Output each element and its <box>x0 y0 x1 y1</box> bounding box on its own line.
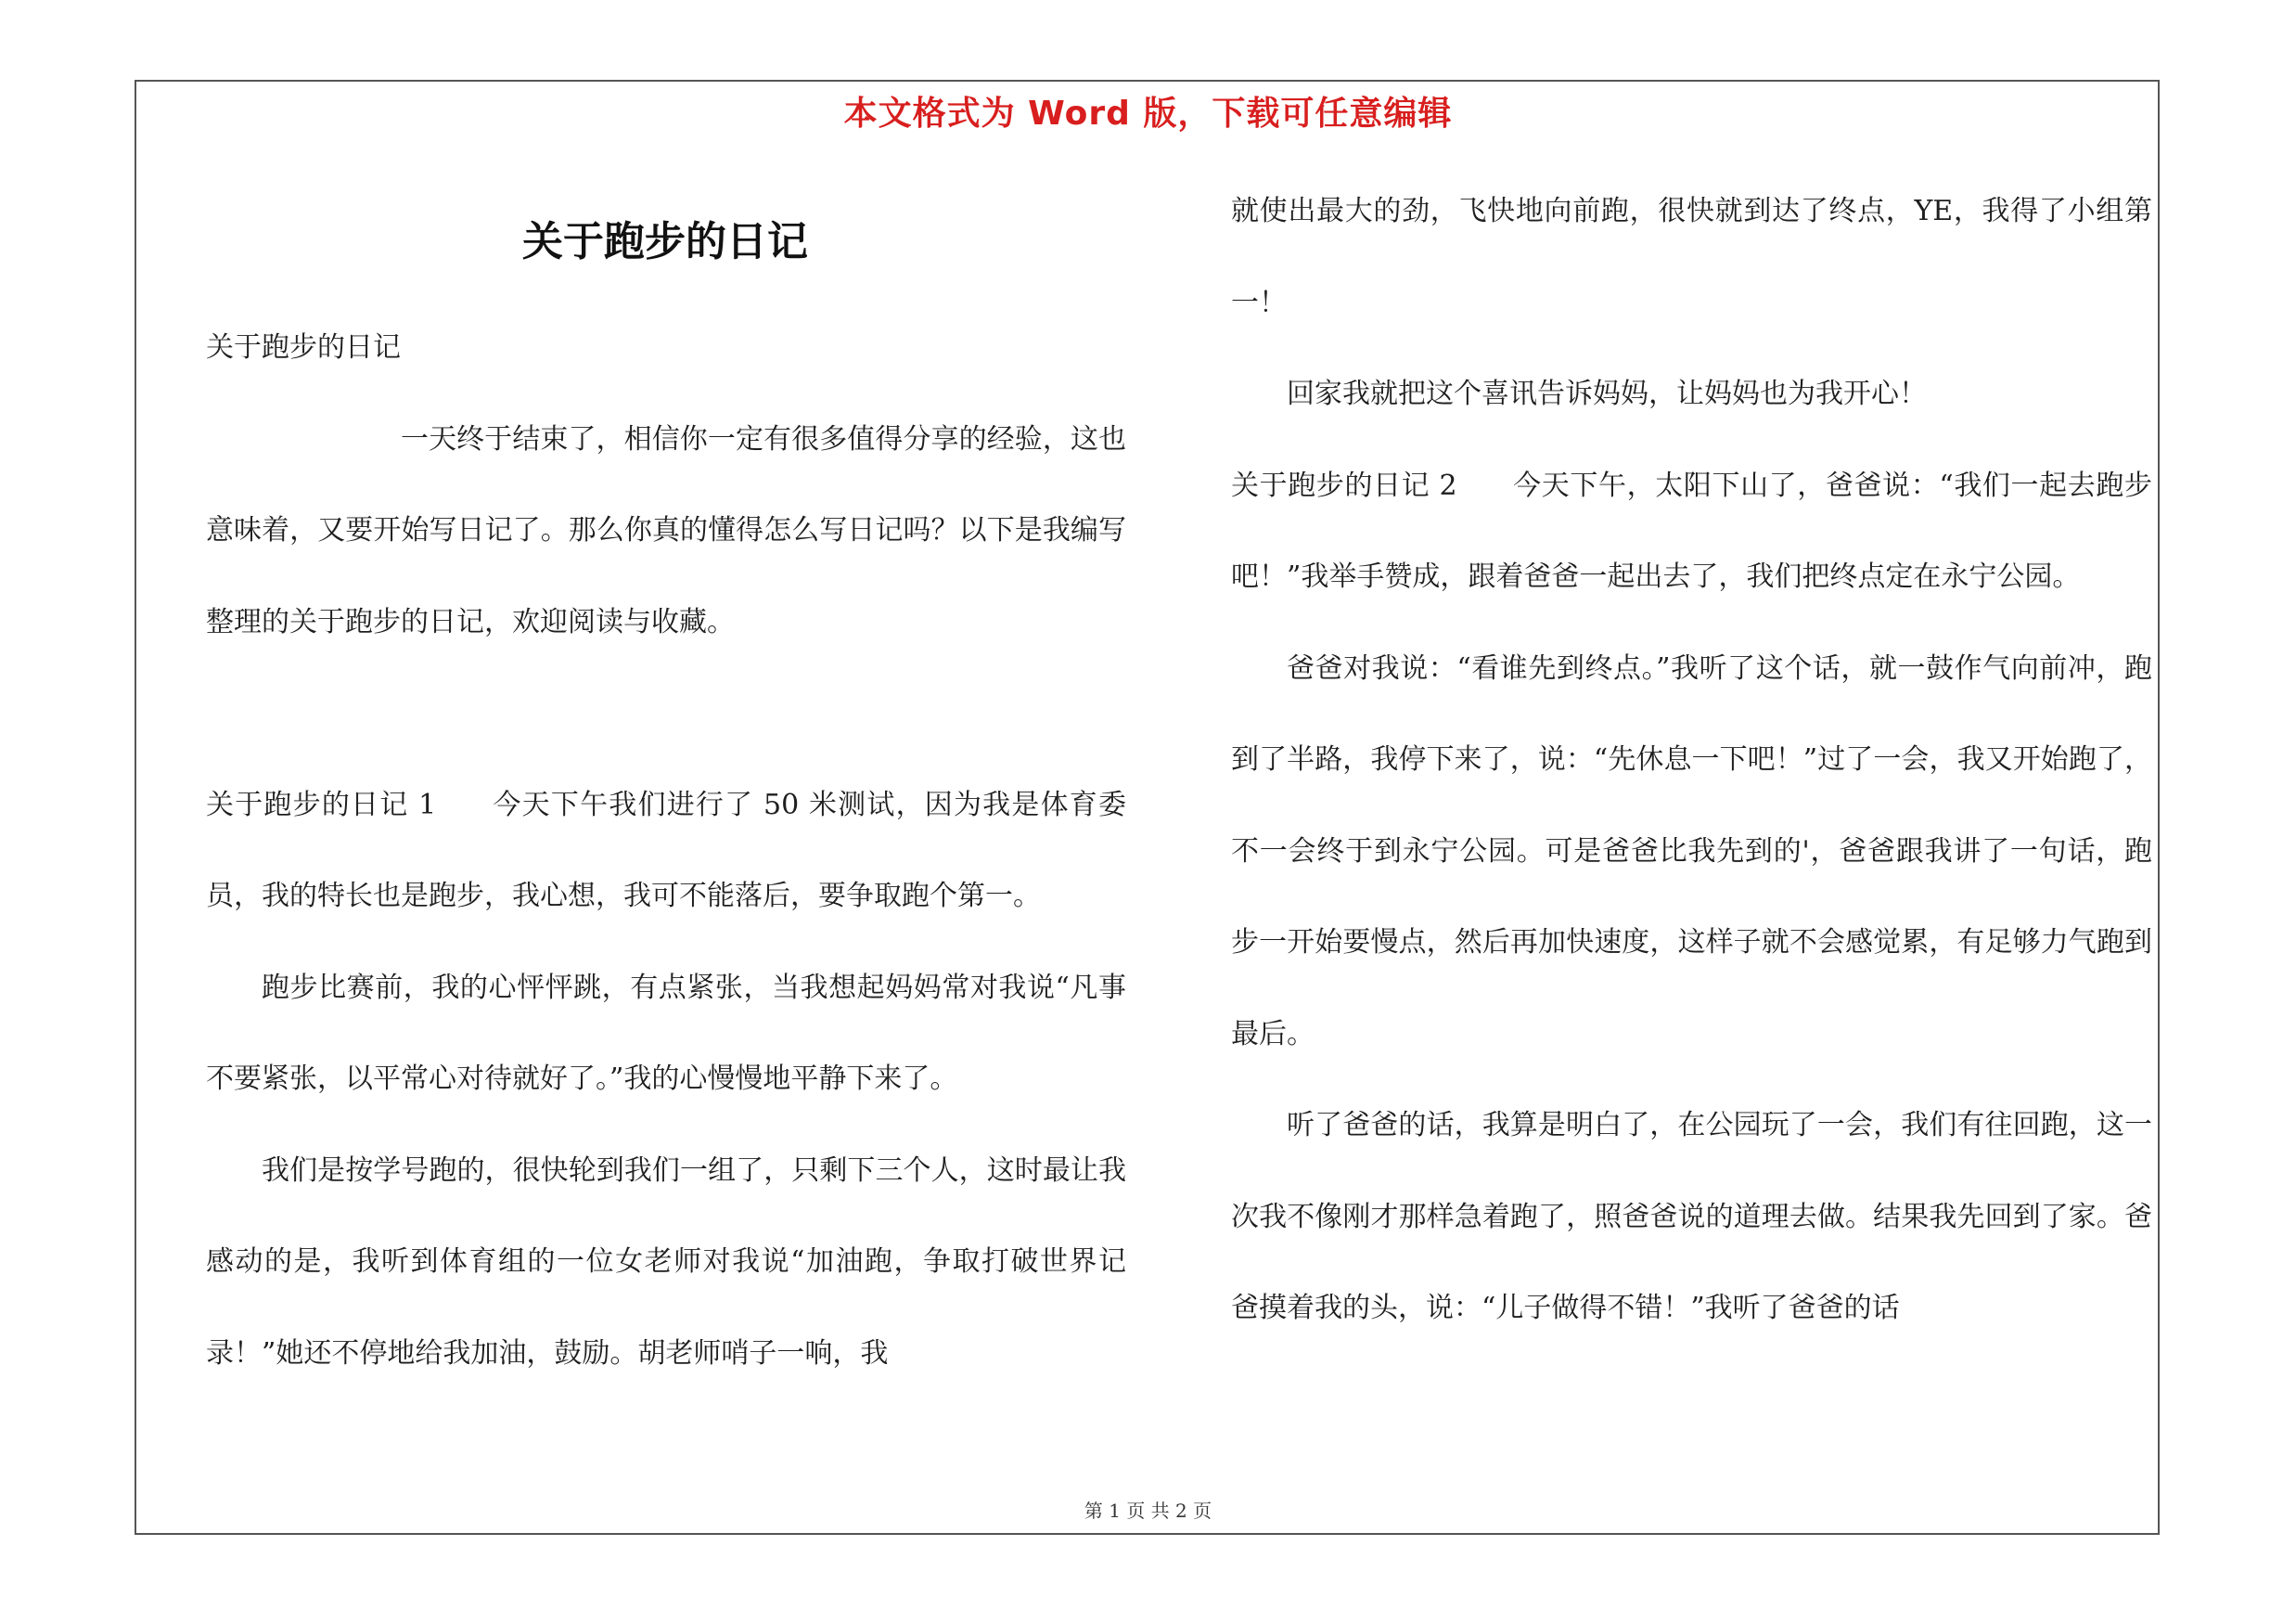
entry2-paragraph-3: 听了爸爸的话，我算是明白了，在公园玩了一会，我们有往回跑，这一次我不像刚才那样急着跑了，照爸爸说的道理去做。结果我先回到了家。爸爸摸着我的头，说：“儿子做得不错！”我听了爸爸的话 <box>1231 1109 2152 1324</box>
entry1-paragraph-3: 我们是按学号跑的，很快轮到我们一组了，只剩下三个人，这时最让我感动的是，我听到体育组的一位女老师对我说“加油跑，争取打破世界记录！”她还不停地给我加油，鼓励。胡老师哨子一响，我 <box>206 1153 1126 1370</box>
entry2-spacer <box>1457 470 1513 502</box>
entry2-heading: 关于跑步的日记 2 <box>1231 469 1457 502</box>
entry1-paragraph-1 <box>206 760 1126 943</box>
spacer <box>206 668 1126 760</box>
intro-paragraph: 一天终于结束了，相信你一定有很多值得分享的经验，这也意味着，又要开始写日记了。那么你真的懂得怎么写日记吗？以下是我编写整理的关于跑步的日记，欢迎阅读与收藏。 <box>206 422 1126 638</box>
page-footer: 第 1 页 共 2 页 <box>1084 1500 1212 1522</box>
subtitle: 关于跑步的日记 <box>206 331 401 364</box>
continued-paragraph: 就使出最大的劲，飞快地向前跑，很快就到达了终点，YE，我得了小组第一！ <box>1231 195 2152 319</box>
entry2-text-1: 今天下午，太阳下山了，爸爸说：“我们一起去跑步吧！”我举手赞成，跟着爸爸一起出去了，我们把终点定在永宁公园。 <box>1231 469 2153 593</box>
entry1-heading: 关于跑步的日记 1 <box>206 788 437 821</box>
home-paragraph: 回家我就把这个喜讯告诉妈妈，让妈妈也为我开心！ <box>1287 378 1927 410</box>
right-column <box>1231 166 2152 1355</box>
format-banner: 本文格式为 Word 版，下载可任意编辑 <box>843 95 1453 133</box>
entry1-text-1: 今天下午我们进行了 50 米测试，因为我是体育委员，我的特长也是跑步，我心想，我可不能落后，要争取跑个第一。 <box>206 788 1127 912</box>
entry1-paragraph-2: 跑步比赛前，我的心怦怦跳，有点紧张，当我想起妈妈常对我说“凡事不要紧张，以平常心对待就好了。”我的心慢慢地平静下来了。 <box>206 971 1126 1095</box>
entry2-paragraph-1 <box>1231 441 2152 624</box>
document-title: 关于跑步的日记 <box>522 218 808 265</box>
entry2-paragraph-2: 爸爸对我说：“看谁先到终点。”我听了这个话，就一鼓作气向前冲，跑到了半路，我停下来了，说：“先休息一下吧！”过了一会，我又开始跑了，不一会终于到永宁公园。可是爸爸比我先到的'，爸爸跟我讲了一句话，跑步一开始要慢点，然后再加快速度，这样子就不会感觉累，有足够力气跑到最后。 <box>1231 651 2152 1050</box>
left-column <box>206 303 1126 1399</box>
entry1-spacer <box>436 789 492 821</box>
